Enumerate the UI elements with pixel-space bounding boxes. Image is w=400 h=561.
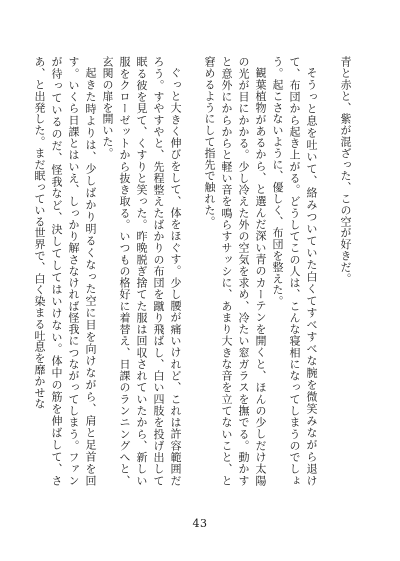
page-number: 43 (192, 517, 208, 530)
paragraph-3: ぐっと大きく伸びをして、体をほぐす。少し腰が痛いけれど、これは許容範囲だろう。すやすやと、先程整えたばかりの布団を蹴り飛ばし、白い四肢を投げ出して眠る彼を見て、くすりと笑った。昨晩脱ぎ捨てた服は回収されていたから、新しい服をクローゼットから抜き取る。いつもの格好に着替え、日課のランニングへと、玄関の扉を開いた。 (101, 56, 182, 486)
paragraph-2: 観葉植物があるから、と選んだ深い青のカーテンを開くと、ほんの少しだけ太陽の光が目にかかる。少し冷えた外の空気を求め、冷たい窓ガラスを撫でる。動かすと意外にからからと軽い音を鳴らすサッシに、あまり大きな音を立てないこと、と窘めるようにして指先で触れた。 (203, 56, 267, 486)
opening-line: 青と赤と、紫が混ざった、この空が好きだ。 (339, 56, 352, 284)
vertical-text-body (31, 56, 354, 486)
section-break (184, 56, 201, 486)
paragraph-4: 起きた時よりは、少しばかり明るくなった空に目を向けながら、肩と足首を回す。いくら日課とはいえ、しっかり解さなければ怪我につながってしまう。ファンが待っているのだ、怪我など、決してしてはいけない。体中の筋を伸ばして、さあ、と出発した。まだ眠っている世界で、白く染まる吐息を靡かせな (33, 56, 97, 486)
section-break (320, 56, 337, 486)
paragraph-1: そうっと息を吐いて、絡みついていた白くてすべすべな腕を微笑みながら退けて、布団から起き上がる。どうしてこの人は、こんな寝相になってしまうのでしょう。起こさないように、優しく、布団を整えた。 (271, 56, 318, 486)
